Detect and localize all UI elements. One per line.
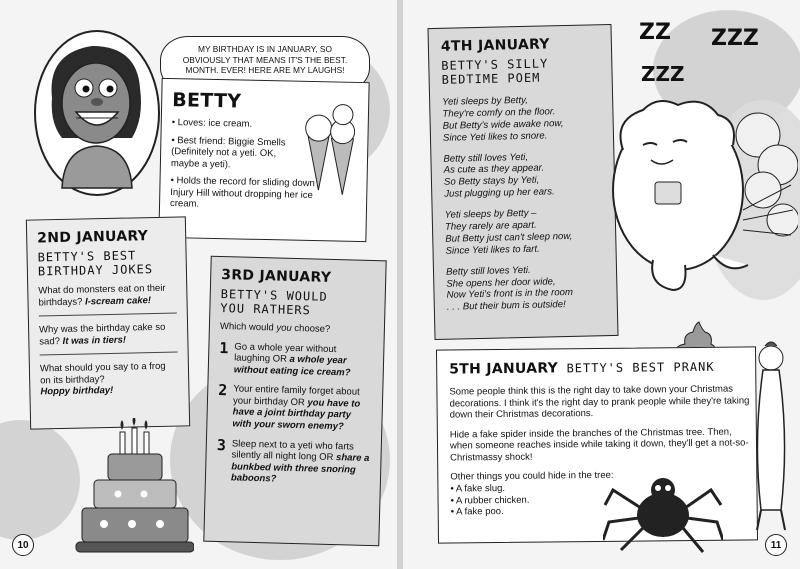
jan-5-heading: 5TH JANUARY [449,360,559,378]
poem-line: Betty still loves Yeti, [443,151,529,165]
bedtime-poem [442,93,605,314]
poem-line: Since Yeti likes to fart. [445,243,540,257]
joke-2-question: Why was the birthday cake so sad? [39,321,166,348]
jan-3-card [203,256,386,547]
betty-record: • Holds the record for sliding down Injury Hill without dropping her ice cream. [169,175,315,211]
jan-3-subtitle [220,287,375,319]
choice-number: 1 [219,338,229,357]
page-number-right: 11 [765,534,787,556]
betty-portrait [32,28,162,198]
poem-line: They rarely are apart. [444,219,537,233]
bubble-text: MY BIRTHDAY IS IN JANUARY, SO OBVIOUSLY THAT MEANS IT'S THE BEST. MONTH. EVER! HERE ARE MY LAUGHS! [182,44,348,75]
jan-4-subtitle-line2: BEDTIME POEM [441,70,541,87]
jan-2-card [26,216,190,429]
snore-z: ZZZ [711,26,759,51]
list-item: • A fake slug. [450,481,744,496]
poem-stanza-2 [443,150,602,201]
betty-title: BETTY [172,89,242,113]
jan-3-subtitle-line1: BETTY'S WOULD [220,287,328,304]
sleeping-yeti-icon [593,90,798,305]
poem-line: She opens her door wide, [446,275,556,290]
spider-icon [603,460,723,560]
choice-number: 2 [218,381,228,400]
left-page [0,0,397,569]
intro-text: Which would [219,321,277,334]
choice-alternative: you have to have a joint birthday party with your sworn enemy? [232,397,361,433]
birthday-cake-icon [74,418,194,558]
joke-2-answer: It was in tiers! [62,334,127,347]
poem-line: Just plugging up her ears. [444,186,555,201]
poem-stanza-4 [446,263,605,314]
jan-3-subtitle-line2: YOU RATHERS [220,301,312,318]
poem-stanza-1 [442,93,601,144]
betty-profile-card [158,78,369,242]
choice-number: 3 [216,435,227,454]
jan-2-subtitle-line2: BIRTHDAY JOKES [37,262,154,279]
jan-5-para-3: Other things you could hide in the tree: [450,470,614,484]
joke-1 [38,283,176,309]
poem-line: But Betty just can't sleep now, [445,230,573,245]
poem-line: As cute as they appear. [443,162,545,177]
choice-1 [219,338,374,380]
choice-3 [216,435,371,488]
poem-line: So Betty stays by Yeti, [443,174,540,189]
poem-line: Since Yeti likes to snore. [442,130,548,144]
right-page [403,0,800,569]
joke-2 [39,322,177,348]
jan-4-heading: 4TH JANUARY [440,36,550,55]
jan-5-para-1: Some people think this is the right day to take down your Christmas decorations. I think it's the right day to prank people while they're taking down their Christmas decorations. [449,383,750,421]
poem-line: Yeti sleeps by Betty – [444,207,537,221]
choice-2 [217,383,372,433]
poem-line: Betty still loves Yeti. [445,264,531,278]
poem-line: They're comfy on the floor. [442,106,556,120]
list-item: • A rubber chicken. [451,492,745,507]
jan-4-card [427,24,618,340]
joke-1-answer: I-scream cake! [84,294,152,308]
ink-splat [0,420,80,540]
jan-5-subtitle: BETTY'S BEST PRANK [566,359,715,376]
rubber-chicken-icon [751,340,791,540]
poem-stanza-3 [445,206,604,257]
page-number-left: 10 [12,534,34,556]
poem-line: Now Yeti's front is in the room [446,287,574,302]
choice-alternative: share a bunkbed with three snoring baboons? [230,452,370,485]
divider [40,352,178,356]
choice-text: Your entire family forget about your birthday OR [232,383,360,409]
jan-2-heading: 2ND JANUARY [37,228,149,247]
choice-text: Sleep next to a yeti who farts silently all night long OR [231,437,354,464]
joke-1-question: What do monsters eat on their birthdays? [38,282,166,309]
jan-3-intro [220,321,374,337]
snore-z: ZZZ [641,62,685,86]
choice-alternative: a whole year without eating ice cream? [233,354,351,379]
betty-loves: • Loves: ice cream. [171,117,253,130]
jan-2-subtitle-line1: BETTY'S BEST [37,248,137,265]
ice-cream-icon [298,98,362,199]
jan-5-title-row [449,357,743,378]
joke-3-question: What should you say to a frog on its birthday? [39,361,166,387]
poem-line: Yeti sleeps by Betty, [442,94,528,108]
jan-2-subtitle [37,248,176,279]
intro-text-end: choose? [291,322,331,335]
joke-3 [40,361,179,399]
jan-4-subtitle-line1: BETTY'S SILLY [441,56,549,73]
joke-3-answer: Hoppy birthday! [40,385,114,398]
jan-3-heading: 3RD JANUARY [221,267,332,286]
poem-line: But Betty's wide awake now, [442,117,564,132]
list-item: • A fake poo. [451,504,745,519]
choice-text: Go a whole year without laughing OR [233,340,337,365]
intro-emphasis: you [276,322,292,334]
betty-friend: • Best friend: Biggie Smells (Definitely not a yeti. OK, maybe a yeti). [170,134,286,171]
jan-5-para-2: Hide a fake spider inside the branches of the Christmas tree. Then, when someone reaches inside while taking it down, they'll get a not-so-Christmassy shock! [449,426,749,464]
snore-z: ZZ [639,20,671,45]
divider [39,313,177,317]
jan-4-subtitle [441,55,600,87]
poem-line: . . . But their bum is outside! [446,299,566,314]
